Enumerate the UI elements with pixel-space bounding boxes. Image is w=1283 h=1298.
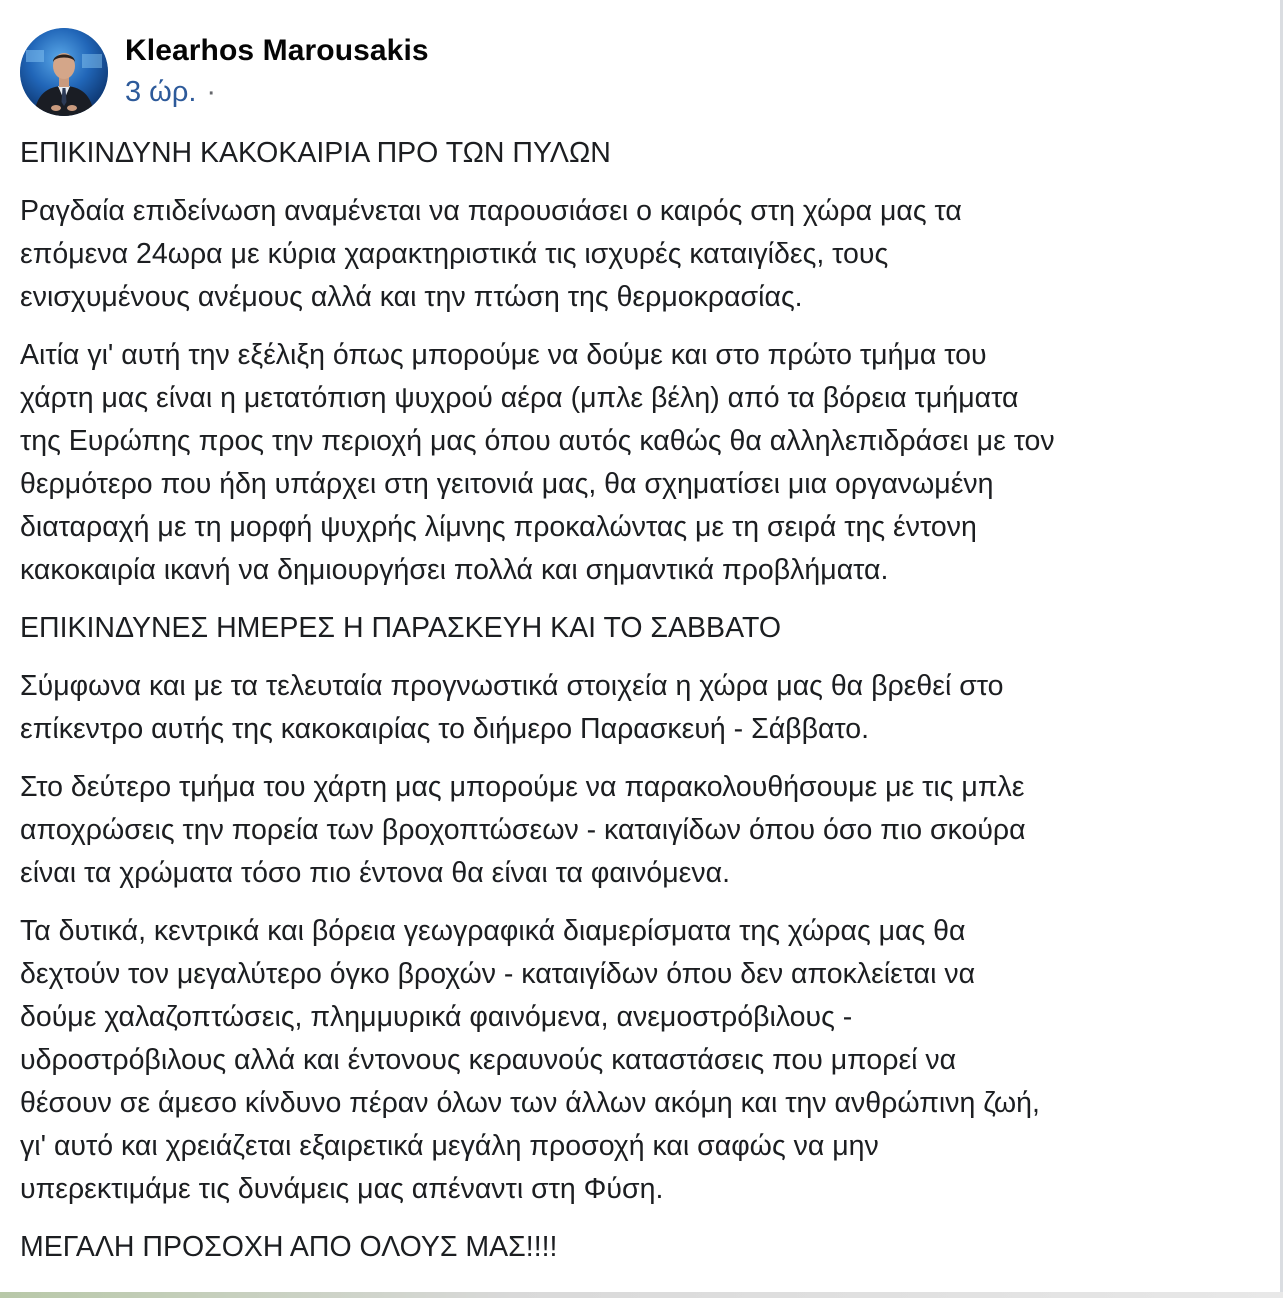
- bottom-border: [0, 1292, 1283, 1298]
- post-paragraph-3: Σύμφωνα και με τα τελευταία προγνωστικά στοιχεία η χώρα μας θα βρεθεί στο επίκεντρο αυτής της κακοκαιρίας το διήμερο Παρασκευή - Σάββατο.: [20, 670, 1004, 745]
- post-heading-1: ΕΠΙΚΙΝΔΥΝΗ ΚΑΚΟΚΑΙΡΙΑ ΠΡΟ ΤΩΝ ΠΥΛΩΝ: [20, 137, 611, 169]
- post-closing: ΜΕΓΑΛΗ ΠΡΟΣΟΧΗ ΑΠΟ ΟΛΟΥΣ ΜΑΣ!!!!: [20, 1231, 558, 1263]
- meta-separator: ·: [206, 76, 217, 108]
- post-header: [20, 28, 429, 116]
- post-body: [20, 132, 1260, 1284]
- post-paragraph-5: Τα δυτικά, κεντρικά και βόρεια γεωγραφικά διαμερίσματα της χώρας μας θα δεχτούν τον μεγαλύτερο όγκο βροχών - καταιγίδων όπου δεν αποκλείεται να δούμε χαλαζοπτώσεις, πλημμυρικά φαινόμενα, ανεμοστρόβιλους - υδροστρόβιλους αλλά και έντονους κεραυνούς καταστάσεις που μπορεί να θέσουν σε άμεσο κίνδυνο πέραν όλων των άλλων ακόμη και την ανθρώπινη ζωή, γι' αυτό και χρειάζεται εξαιρετικά μεγάλη προσοχή και σαφώς να μην υπερεκτιμάμε τις δυνάμεις μας απέναντι στη Φύση.: [20, 915, 1040, 1205]
- post-paragraph-1: Ραγδαία επιδείνωση αναμένεται να παρουσιάσει ο καιρός στη χώρα μας τα επόμενα 24ωρα με κύρια χαρακτηριστικά τις ισχυρές καταιγίδες, τους ενισχυμένους ανέμους αλλά και την πτώση της θερμοκρασίας.: [20, 195, 962, 313]
- post-paragraph-2: Αιτία γι' αυτή την εξέλιξη όπως μπορούμε να δούμε και στο πρώτο τμήμα του χάρτη μας είναι η μετατόπιση ψυχρού αέρα (μπλε βέλη) από τα βόρεια τμήματα της Ευρώπης προς την περιοχή μας όπου αυτός καθώς θα αλληλεπιδράσει με τον θερμότερο που ήδη υπάρχει στη γειτονιά μας, θα σχηματίσει μια οργανωμένη διαταραχή με τη μορφή ψυχρής λίμνης προκαλώντας με τη σειρά της έντονη κακοκαιρία ικανή να δημιουργήσει πολλά και σημαντικά προβλήματα.: [20, 339, 1055, 586]
- author-name[interactable]: Klearhos Marousakis: [125, 34, 429, 67]
- post-heading-2: ΕΠΙΚΙΝΔΥΝΕΣ ΗΜΕΡΕΣ Η ΠΑΡΑΣΚΕΥΗ ΚΑΙ ΤΟ ΣΑΒΒΑΤΟ: [20, 612, 782, 644]
- post-timestamp[interactable]: 3 ώρ.: [125, 76, 197, 108]
- profile-photo-icon: [20, 28, 108, 116]
- post-paragraph-4: Στο δεύτερο τμήμα του χάρτη μας μπορούμε να παρακολουθήσουμε με τις μπλε αποχρώσεις την πορεία των βροχοπτώσεων - καταιγίδων όπου όσο πιο σκούρα είναι τα χρώματα τόσο πιο έντονα θα είναι τα φαινόμενα.: [20, 771, 1026, 889]
- post-meta: [125, 28, 429, 110]
- post-time-row: [125, 74, 429, 110]
- author-avatar[interactable]: [20, 28, 108, 116]
